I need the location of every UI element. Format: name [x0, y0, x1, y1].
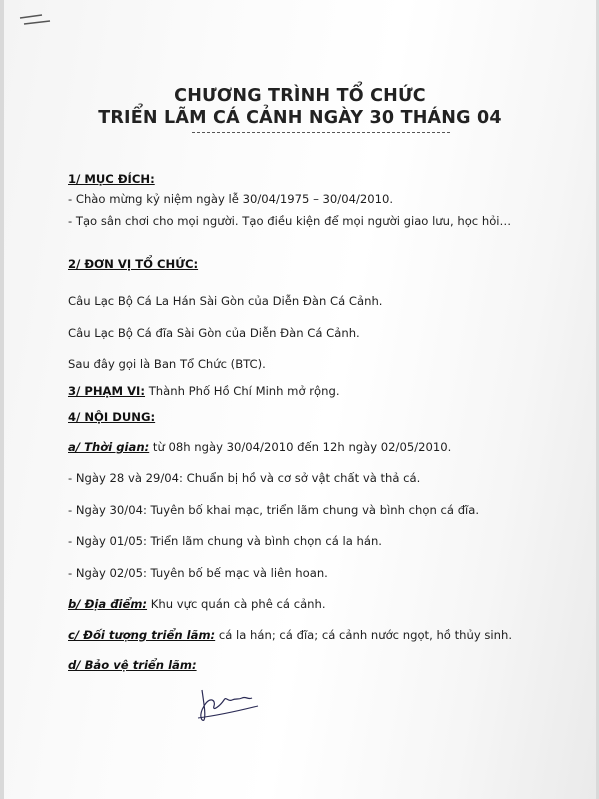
- document-title-line2: TRIỂN LÃM CÁ CẢNH NGÀY 30 THÁNG 04: [98, 108, 502, 128]
- location-line: [68, 597, 326, 611]
- schedule-item: - Ngày 28 và 29/04: Chuẩn bị hồ và cơ sở vật chất và thả cá.: [68, 471, 421, 485]
- schedule-item: - Ngày 01/05: Triển lãm chung và bình chọn cá la hán.: [68, 534, 382, 548]
- organizer-line-1: Câu Lạc Bộ Cá La Hán Sài Gòn của Diễn Đàn Cá Cảnh.: [68, 294, 383, 308]
- time-text: từ 08h ngày 30/04/2010 đến 12h ngày 02/05/2010.: [149, 440, 452, 454]
- exhibit-subjects-text: cá la hán; cá đĩa; cá cảnh nước ngọt, hồ thủy sinh.: [215, 628, 513, 642]
- section-heading-purpose: 1/ MỤC ĐÍCH:: [68, 172, 155, 186]
- organizer-line-3: Sau đây gọi là Ban Tổ Chức (BTC).: [68, 357, 266, 371]
- document-page: [4, 0, 596, 799]
- time-label: a/ Thời gian:: [68, 440, 150, 454]
- location-label: b/ Địa điểm:: [68, 597, 148, 611]
- purpose-bullet-1: - Chào mừng kỷ niệm ngày lễ 30/04/1975 – 30/04/2010.: [68, 192, 394, 206]
- section-heading-content: 4/ NỘI DUNG:: [68, 410, 156, 424]
- section-heading-scope: 3/ PHẠM VI:: [68, 384, 146, 398]
- exhibit-protection-label: d/ Bảo vệ triển lãm:: [68, 658, 197, 672]
- schedule-item: - Ngày 30/04: Tuyên bố khai mạc, triển lãm chung và bình chọn cá đĩa.: [68, 503, 480, 517]
- time-line: [68, 440, 451, 454]
- document-title-line1: CHƯƠNG TRÌNH TỔ CHỨC: [174, 86, 426, 106]
- organizer-line-2: Câu Lạc Bộ Cá đĩa Sài Gòn của Diễn Đàn Cá Cảnh.: [68, 326, 360, 340]
- section-heading-organizer: 2/ ĐƠN VỊ TỔ CHỨC:: [68, 257, 199, 271]
- scope-text: Thành Phố Hồ Chí Minh mở rộng.: [145, 384, 340, 398]
- purpose-bullet-2: - Tạo sân chơi cho mọi người. Tạo điều kiện để mọi người giao lưu, học hỏi…: [68, 214, 512, 228]
- signature-icon: [194, 676, 264, 726]
- schedule-item: - Ngày 02/05: Tuyên bố bế mạc và liên hoan.: [68, 566, 328, 580]
- title-divider: [192, 132, 450, 133]
- scope-line: [68, 384, 340, 398]
- exhibit-subjects-label: c/ Đối tượng triển lãm:: [68, 628, 216, 642]
- exhibit-subjects-line: [68, 628, 512, 642]
- location-text: Khu vực quán cà phê cá cảnh.: [147, 597, 326, 611]
- pen-mark-icon: [18, 12, 52, 28]
